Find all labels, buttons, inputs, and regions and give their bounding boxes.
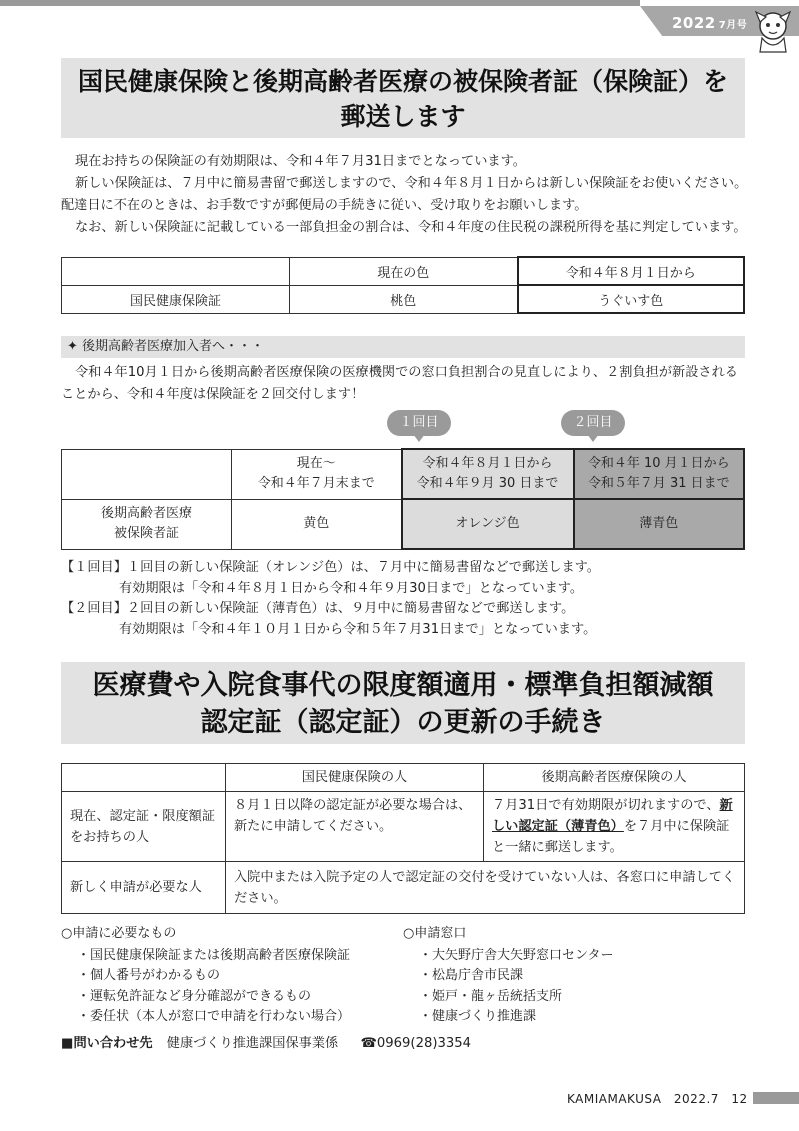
table-row: [62, 285, 745, 313]
issue-label: [672, 14, 747, 32]
note-second: 【２回目】２回目の新しい保険証（薄青色）は、９月中に簡易書留などで郵送します。: [61, 601, 575, 616]
table-row: [62, 792, 745, 862]
table-row: [62, 257, 745, 285]
period-current-header: [232, 449, 402, 499]
koki-notes: [61, 558, 761, 640]
period-first-line2: 令和４年９月 30 日まで: [416, 476, 559, 491]
section2-title: [61, 662, 745, 744]
col-kokuho-header: 国民健康保険の人: [226, 764, 484, 792]
section2-title-line2: 認定証（認定証）の更新の手続き: [200, 707, 606, 738]
section1-title: [61, 58, 745, 138]
row-label-koki-line1: 後期高齢者医療: [100, 506, 192, 521]
list-item: ・運転免許証など身分確認ができるもの: [77, 988, 312, 1004]
first-issue-bubble: １回目: [387, 410, 451, 436]
period-second-line2: 令和５年７月 31 日まで: [587, 476, 730, 491]
row2-text: 入院中または入院予定の人で認定証の交付を受けていない人は、各窓口に申請してください。: [226, 862, 745, 914]
windows-heading: ○申請窓口: [403, 926, 467, 941]
note-first: 【１回目】１回目の新しい保険証（オレンジ色）は、７月中に簡易書留などで郵送します。: [61, 560, 600, 575]
col-current-color-header: 現在の色: [290, 257, 518, 285]
section1-paragraph-2: 新しい保険証は、７月中に簡易書留で郵送しますので、令和４年８月１日からは新しい保険証をお使いください。配達日に不在のときは、お手数ですが郵便局の手続きに従い、受け取りをお願いします。: [61, 176, 748, 213]
table-row: [62, 862, 745, 914]
kokuho-color-table: [61, 256, 745, 314]
footer-text: KAMIAMAKUSA 2022.7 12: [567, 1092, 748, 1106]
row1-koki-pre: ７月31日で有効期限が切れますので、: [492, 798, 720, 813]
required-items-list: [61, 924, 391, 1028]
period-second-header: [574, 449, 745, 499]
issue-year: 2022: [672, 14, 716, 32]
koki-paragraph-block: [61, 362, 751, 406]
row1-label: 現在、認定証・限度額証をお持ちの人: [62, 792, 226, 862]
table-row: [62, 764, 745, 792]
section1-paragraph-3: なお、新しい保険証に記載している一部負担金の割合は、令和４年度の住民税の課税所得を基に判定しています。: [75, 220, 747, 235]
list-item: ・委任状（本人が窓口で申請を行わない場合）: [77, 1009, 351, 1024]
contact-phone: ☎0969(28)3354: [360, 1036, 472, 1051]
application-windows-list: [403, 924, 703, 1028]
contact-dept: 健康づくり推進課国保事業係: [166, 1036, 339, 1051]
koki-paragraph: 令和４年10月１日から後期高齢者医療保険の医療機関での窓口負担割合の見直しにより、２割負担が新設されることから、令和４年度は保険証を２回交付します！: [61, 365, 738, 402]
row2-label: 新しく申請が必要な人: [62, 862, 226, 914]
period-current-line1: 現在～: [296, 456, 336, 471]
second-issue-bubble: ２回目: [561, 410, 625, 436]
period-first-line1: 令和４年８月１日から: [422, 456, 553, 471]
note-second-validity: 有効期限は「令和４年１０月１日から令和５年７月31日まで」となっています。: [119, 621, 597, 637]
col-new-color-header: 令和４年８月１日から: [518, 257, 745, 285]
table-row: [62, 449, 745, 499]
color-second: 薄青色: [574, 499, 745, 549]
row1-koki: [484, 792, 745, 862]
list-item: ・個人番号がわかるもの: [77, 968, 221, 983]
color-current: 黄色: [232, 499, 402, 549]
page-footer: [0, 1088, 799, 1108]
contact-label: ■問い合わせ先: [61, 1036, 153, 1051]
table-row: [62, 499, 745, 549]
period-current-line2: 令和４年７月末まで: [257, 476, 375, 491]
required-heading: ○申請に必要なもの: [61, 926, 177, 941]
issue-month: 7月号: [718, 20, 748, 31]
row1-koki-post: を７月中に保険証と一緒に郵送します。: [492, 819, 730, 855]
new-color-value: うぐいす色: [518, 285, 745, 313]
section1-body: [61, 151, 751, 239]
section2-title-line1: 医療費や入院食事代の限度額適用・標準負担額減額: [92, 670, 714, 701]
row1-kokuho: ８月１日以降の認定証が必要な場合は、新たに申請してください。: [226, 792, 484, 862]
section1-title-line2: 郵送します: [340, 102, 466, 131]
row-label-koki-line2: 被保険者証: [113, 526, 179, 541]
issue-header: [0, 6, 799, 32]
koki-color-table: [61, 448, 745, 550]
footer-bar: [753, 1092, 799, 1104]
list-item: ・国民健康保険証または後期高齢者医療保険証: [77, 947, 351, 963]
period-first-header: [402, 449, 574, 499]
color-first: オレンジ色: [402, 499, 574, 549]
list-item: ・健康づくり推進課: [419, 1009, 537, 1024]
note-first-validity: 有効期限は「令和４年８月１日から令和４年９月30日まで」となっています。: [119, 580, 584, 596]
mascot-icon: [752, 8, 794, 54]
row-label-kokuho: 国民健康保険証: [62, 285, 290, 313]
certificate-table: [61, 763, 745, 914]
col-koki-header: 後期高齢者医療保険の人: [484, 764, 745, 792]
section1-title-line1: 国民健康保険と後期高齢者医療の被保険者証（保険証）を: [77, 67, 728, 96]
contact-info: [61, 1032, 471, 1051]
table-cell-empty: [62, 764, 226, 792]
current-color-value: 桃色: [290, 285, 518, 313]
section1-paragraph-1: 現在お持ちの保険証の有効期限は、令和４年７月31日までとなっています。: [75, 154, 526, 169]
row-label-koki: [62, 499, 232, 549]
table-cell-empty: [62, 257, 290, 285]
list-item: ・松島庁舎市民課: [419, 968, 524, 983]
list-item: ・大矢野庁舎大矢野窓口センター: [419, 947, 614, 963]
list-item: ・姫戸・龍ヶ岳統括支所: [419, 988, 563, 1004]
koki-subheading: ✦ 後期高齢者医療加入者へ・・・: [61, 336, 745, 358]
row1-koki-highlight: 新しい認定証（薄青色）: [492, 798, 733, 834]
period-second-line1: 令和４年 10 月１日から: [587, 456, 730, 471]
table-cell-empty: [62, 449, 232, 499]
